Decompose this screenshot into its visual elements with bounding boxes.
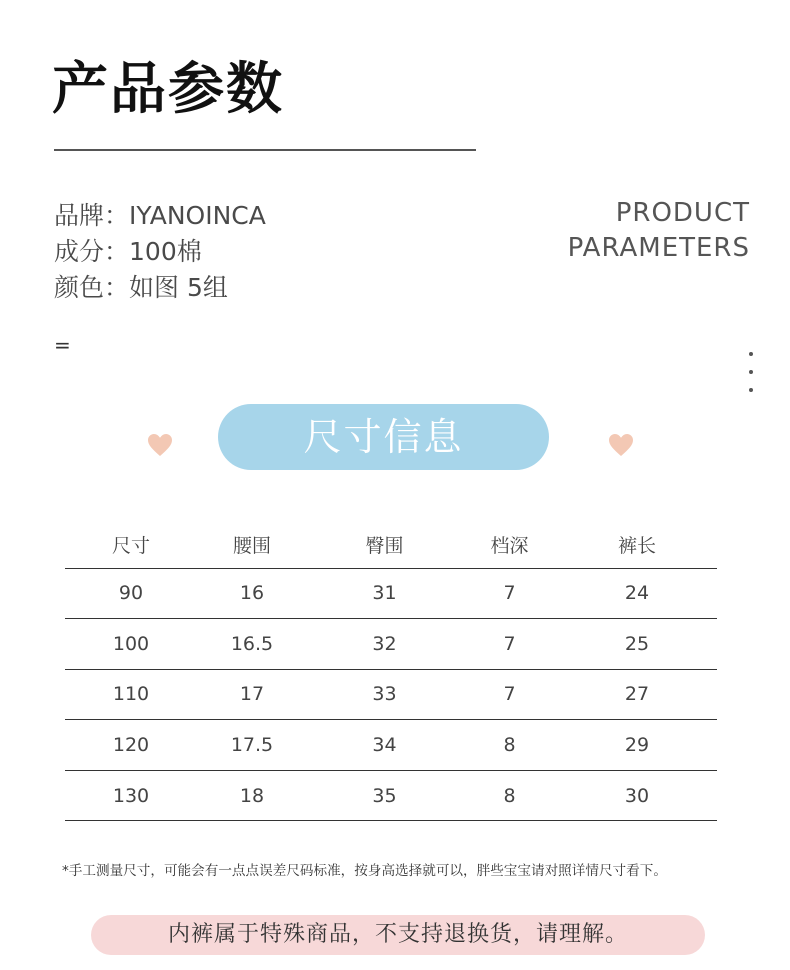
table-cell: 35 [307,770,462,821]
table-cell: 33 [307,669,462,720]
table-cell: 8 [462,720,557,771]
table-cell: 24 [557,568,717,619]
heart-icon [147,433,173,457]
table-cell: 8 [462,770,557,821]
table-cell: 17.5 [197,720,307,771]
table-cell: 16 [197,568,307,619]
table-cell: 18 [197,770,307,821]
table-cell: 34 [307,720,462,771]
size-info-heading: 尺寸信息 [218,404,549,470]
table-row [65,669,717,720]
table-row [65,619,717,670]
table-cell: 31 [307,568,462,619]
page-title: 产品参数 [52,57,284,122]
more-options-icon[interactable] [746,352,756,392]
spec-color-label: 颜色： [54,273,130,302]
more-dot [749,352,753,356]
table-cell: 120 [65,720,197,771]
spec-brand-value: IYANOINCA [129,201,266,230]
english-section-label [568,196,750,266]
measurement-note: *手工测量尺寸，可能会有一点点误差尺码标准，按身高选择就可以，胖些宝宝请对照详情尺寸看下。 [62,863,667,879]
table-cell: 27 [557,669,717,720]
table-row [65,770,717,821]
spec-material-label: 成分： [54,237,130,266]
title-divider [54,149,476,151]
table-cell: 90 [65,568,197,619]
column-header: 臀围 [307,522,462,568]
table-cell: 7 [462,619,557,670]
english-label-line1: PRODUCT [615,198,750,228]
column-header: 尺寸 [65,522,197,568]
table-cell: 130 [65,770,197,821]
english-label-line2: PARAMETERS [567,233,750,263]
table-cell: 30 [557,770,717,821]
more-dot [749,388,753,392]
column-header: 裤长 [557,522,717,568]
more-dot [749,370,753,374]
table-cell: 100 [65,619,197,670]
spec-material [54,234,266,270]
return-policy-notice: 内裤属于特殊商品，不支持退换货，请理解。 [91,915,705,955]
equals-mark: = [54,333,71,357]
spec-material-value: 100棉 [129,237,202,266]
table-cell: 16.5 [197,619,307,670]
spec-brand-label: 品牌： [54,201,130,230]
table-header-row [65,522,717,568]
table-row [65,568,717,619]
spec-color-value: 如图 5组 [129,273,228,302]
size-table [65,522,717,821]
table-cell: 7 [462,568,557,619]
table-cell: 110 [65,669,197,720]
spec-color [54,270,266,306]
table-row [65,720,717,771]
product-specs [54,198,266,306]
table-cell: 25 [557,619,717,670]
heart-icon [608,433,634,457]
spec-brand [54,198,266,234]
column-header: 腰围 [197,522,307,568]
table-cell: 29 [557,720,717,771]
table-cell: 7 [462,669,557,720]
column-header: 档深 [462,522,557,568]
table-cell: 32 [307,619,462,670]
table-cell: 17 [197,669,307,720]
